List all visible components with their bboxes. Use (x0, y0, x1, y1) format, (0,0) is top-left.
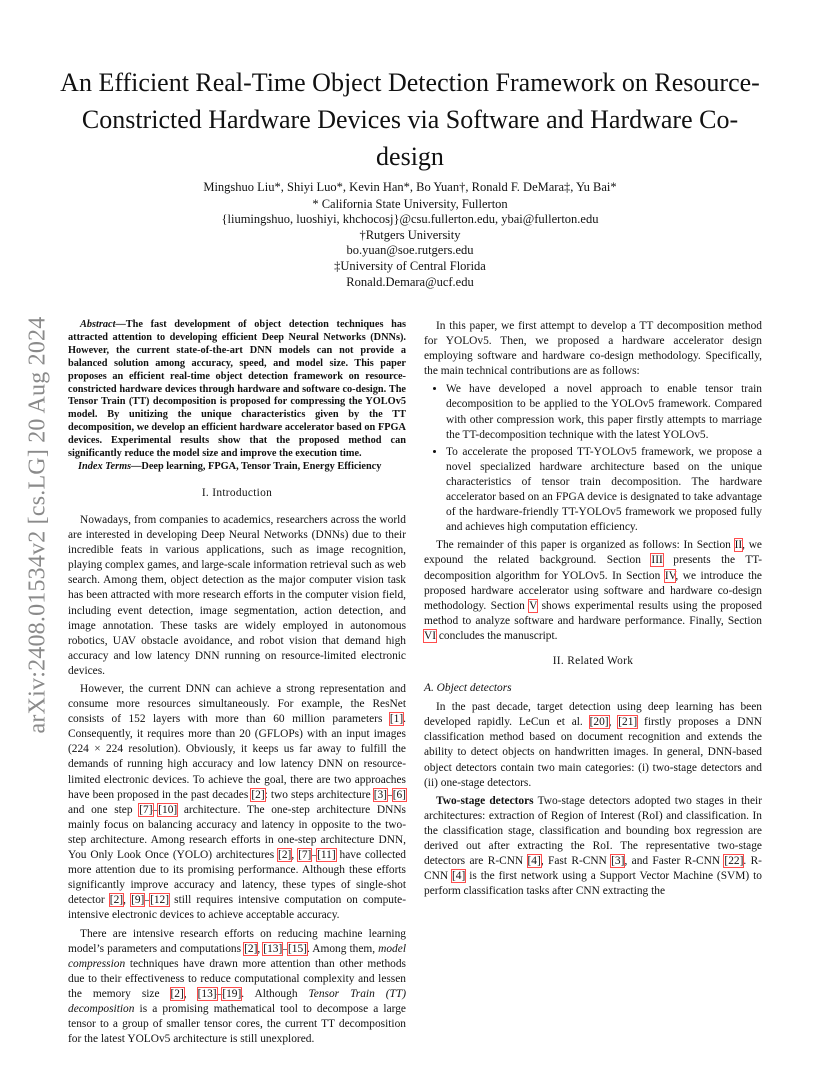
section-link[interactable]: IV (664, 569, 676, 582)
citation-link[interactable]: [7] (139, 803, 153, 816)
affiliation-3: ‡University of Central Florida (334, 258, 486, 273)
section-link[interactable]: VI (424, 629, 437, 642)
section-link[interactable]: III (651, 554, 663, 567)
paragraph: In the past decade, target detection using deep learning has been developed rapidly. LeCun et al. [20], [21] firstly proposes a DNN classification method based on document recognition and extends the ability to detect objects on handwritten images. In general, DNN-based object detectors contain two main categories: (i) two-stage detectors and (ii) one-stage detectors. (424, 701, 762, 789)
abstract-label: Abstract (80, 319, 116, 330)
citation-link[interactable]: [3] (611, 855, 625, 868)
citation-link[interactable]: [4] (527, 855, 541, 868)
arxiv-identifier (2, 290, 74, 760)
email-2: bo.yuan@soe.rutgers.edu (346, 243, 474, 258)
left-column (68, 319, 406, 1050)
affiliation-1: * California State University, Fullerton (312, 196, 508, 211)
arxiv-identifier-text: arXiv:2408.01534v2 [cs.LG] 20 Aug 2024 (24, 316, 51, 734)
paragraph: In this paper, we first attempt to develop a TT decomposition method for YOLOv5. Then, we proposed a hardware accelerator design employing software and hardware co-design methodology. Specifically, the main technical contributions are as follows: (424, 320, 762, 378)
index-terms-text: —Deep learning, FPGA, Tensor Train, Energy Efficiency (131, 460, 382, 472)
citation-link[interactable]: [2] (278, 849, 292, 862)
citation-link[interactable]: [13] (197, 987, 217, 1000)
paragraph: The remainder of this paper is organized as follows: In Section II, we expound the related background. Section III presents the TT-decomposition algorithm for YOLOv5. In Section IV, we introduce the proposed hardware accelerator using software and hardware co-design methodology. Section V shows experimental results using the proposed method to analyze software and hardware performance. Finally, Section VI concludes the manuscript. (424, 539, 762, 642)
citation-link[interactable]: [3] (373, 788, 387, 801)
affiliation-2: †Rutgers University (359, 227, 461, 242)
paragraph: There are intensive research efforts on reducing machine learning model’s parameters and computations [2], [13]–[15]. Among them, model compression techniques have drawn more attention than other methods due to their effectiveness to reduce computational complexity and lessen the memory size [2], [13]–[19]. Although Tensor Train (TT) decomposition is a promising mathematical tool to decompose a large tensor to a group of smaller tensor cores, the current TT decomposition for the latest YOLOv5 architecture is still unexplored. (68, 927, 406, 1046)
citation-link[interactable]: [4] (451, 870, 466, 883)
email-1: {liumingshuo, luoshiyi, khchocosj}@csu.fullerton.edu, ybai@fullerton.edu (221, 212, 599, 227)
citation-link[interactable]: [20] (589, 716, 609, 729)
list-item: • We have developed a novel approach to enable tensor train decomposition to be applied to the YOLOv5 framework. Compared with other compression work, this paper firstly attempts to marriage the TT-decomposition technique with the latest YOLOv5. (446, 382, 762, 442)
paragraph: However, the current DNN can achieve a strong representation and consume more resources simultaneously. For example, the ResNet consists of 152 layers with more than 60 million parameters [1]. Consequently, it requires more than 20 (GFLOPs) with an input images (224 × 224 resolution). Obviously, it keeps us far away to fulfill the demands of running high accuracy and low latency DNN on resource-limited electronic devices. To achieve the goal, there are two approaches have been proposed in the past decades [2]: two steps architecture [3]–[6] and one step [7]–[10] architecture. The one-step architecture DNNs mainly focus on balancing accuracy and latency in opposite to the two-step architecture. Among research efforts in one-step architecture DNN, You Only Look Once (YOLO) architectures [2], [7]–[11] have collected more attention due to its promising performance. Although these efforts significantly improve accuracy and latency, these types of single-shot detector [2], [9]–[12] still requires intensive computation on compute-intensive electronic devices to achieve acceptable accuracy. (68, 683, 406, 922)
paragraph: Nowadays, from companies to academics, researchers across the world are interested in developing Deep Neural Networks (DNNs) due to their incredible feats in various applications, such as image recognition, playing complex games, and large-scale information retrieval such as web search. Among them, object detection as the major computer vision task has been attracted with more research efforts in the computer vision field, including event detection, image segmentation, action detection, and image annotation. These tasks are widely employed in autonomous robotics, UAV obstacle avoidance, and robot vision that demand high accuracy and low latency DNN running on resource-limited electronic devices. (68, 513, 406, 677)
citation-link[interactable]: [2] (251, 788, 265, 801)
citation-link[interactable]: [1] (389, 713, 404, 726)
index-terms (68, 461, 406, 474)
citation-link[interactable]: [7] (298, 849, 312, 862)
citation-link[interactable]: [2] (170, 987, 184, 1000)
citation-link[interactable]: [22] (724, 855, 744, 868)
abstract-text: —The fast development of object detection techniques has attracted attention to developing efficient Deep Neural Networks (DNNs). However, the current state-of-the-art DNN models can not provide a balanced solution among accuracy, speed, and model size. This paper proposes an efficient real-time object detection framework on resource-constricted hardware devices through hardware and software co-design. The Tensor Train (TT) decomposition is proposed for compressing the YOLOv5 model. By unitizing the unique characteristics given by the TT decomposition, we develop an efficient hardware accelerator based on FPGA devices. Experimental results show that the proposed method can significantly reduce the model size and improve the execution time. (68, 319, 406, 460)
abstract (68, 319, 406, 461)
section-link[interactable]: II (734, 539, 743, 552)
contribution-list (424, 382, 762, 535)
paper-title: An Efficient Real-Time Object Detection Framework on Resource-Constricted Hardware Devices via Software and Hardware Co-design (60, 68, 760, 171)
citation-link[interactable]: [15] (287, 942, 307, 955)
list-item: • To accelerate the proposed TT-YOLOv5 framework, we propose a novel specialized hardware architecture based on the unique characteristics of tensor train decomposition. The hardware accelerator based on an FPGA device is designated to take advantage of the hardware-friendly TT-YOLOv5 framework we proposed fully and achieves high computation efficiency. (446, 445, 762, 536)
citation-link[interactable]: [11] (317, 849, 336, 862)
section-link[interactable]: V (529, 599, 538, 612)
section-heading-introduction: I. Introduction (201, 486, 273, 499)
citation-link[interactable]: [10] (158, 803, 178, 816)
paragraph: Two-stage detectors Two-stage detectors adopted two stages in their architectures: extraction of Region of Interest (RoI) and classification. In the classification stage, classification and bounding box regression are derived out after extracting the RoI. The representative two-stage detectors are R-CNN [4], Fast R-CNN [3], and Faster R-CNN [22]. R-CNN [4] is the first network using a Support Vector Machine (SVM) to perform classification tasks after CNN extracting the (424, 794, 762, 898)
right-column (424, 319, 762, 902)
citation-link[interactable]: [13] (263, 942, 283, 955)
author-names: Mingshuo Liu*, Shiyi Luo*, Kevin Han*, Bo Yuan†, Ronald F. DeMara‡, Yu Bai* (203, 180, 617, 194)
citation-link[interactable]: [9] (131, 894, 145, 907)
citation-link[interactable]: [6] (392, 788, 406, 801)
citation-link[interactable]: [2] (109, 894, 124, 907)
section-heading-related-work: II. Related Work (552, 654, 634, 667)
subsection-heading-object-detectors: A. Object detectors (424, 682, 512, 695)
citation-link[interactable]: [12] (150, 894, 170, 907)
author-block (60, 180, 760, 290)
citation-link[interactable]: [2] (244, 942, 258, 955)
index-terms-label: Index Terms (78, 460, 132, 472)
citation-link[interactable]: [19] (222, 987, 242, 1000)
citation-link[interactable]: [21] (618, 716, 638, 729)
email-3: Ronald.Demara@ucf.edu (346, 274, 474, 289)
